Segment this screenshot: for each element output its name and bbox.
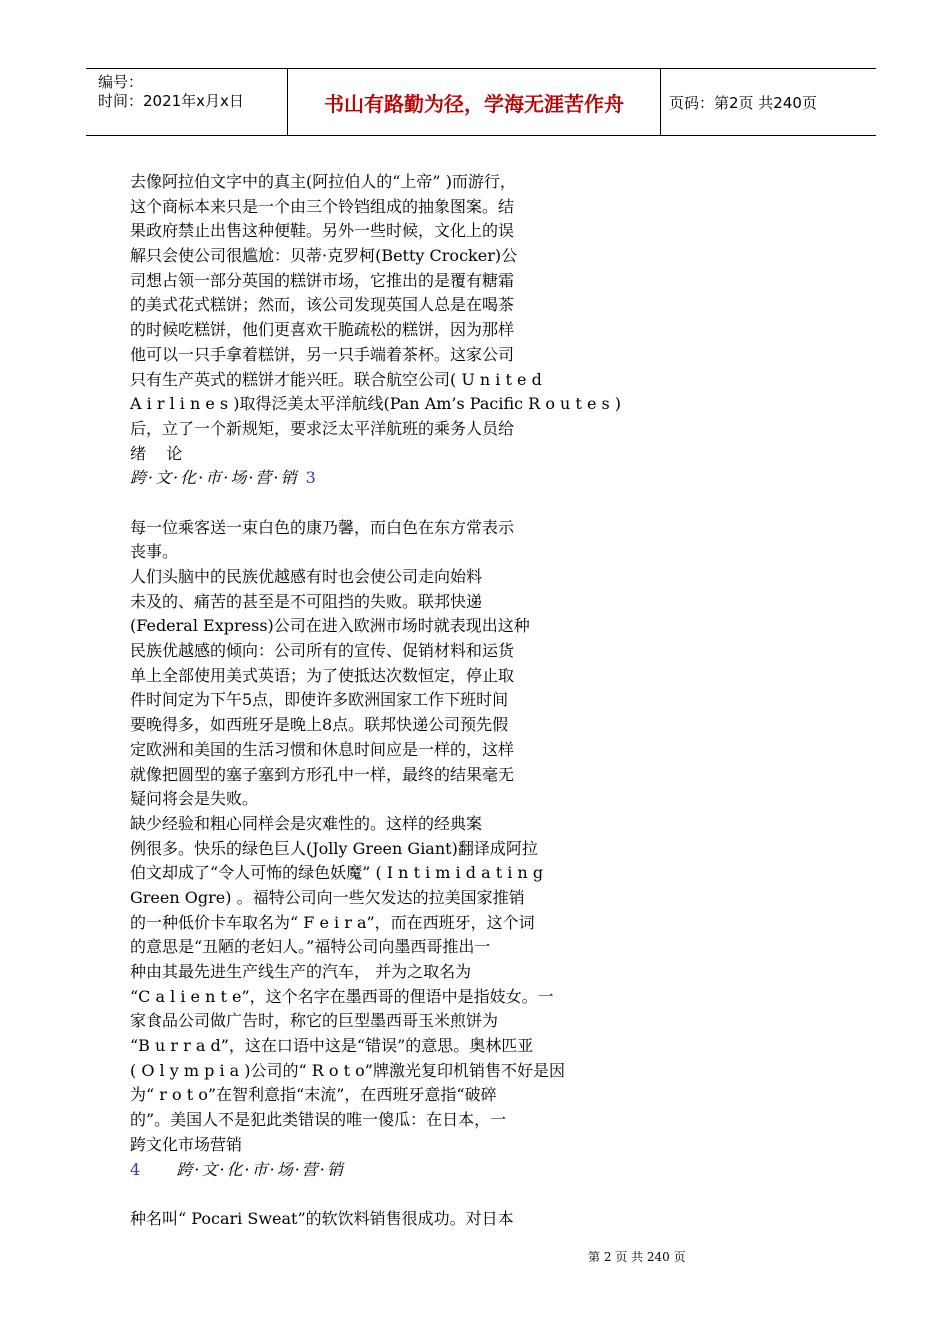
text-line: 解只会使公司很尴尬：贝蒂·克罗柯(Betty Crocker)公: [130, 246, 518, 266]
text-line: A i r l i n e s )取得泛美太平洋航线(Pan Am’s Pacific R o u t e s ): [130, 394, 622, 414]
text-line: (Federal Express)公司在进入欧洲市场时就表现出这种: [130, 616, 530, 636]
text-line: 就像把圆型的塞子塞到方形孔中一样，最终的结果毫无: [130, 764, 515, 784]
text-line: 去像阿拉伯文字中的真主(阿拉伯人的“上帝” )而游行，: [130, 172, 516, 191]
running-header-title: 跨·文·化·市·场·营·销: [130, 468, 299, 488]
text-line: 例很多。快乐的绿色巨人(Jolly Green Giant)翻译成阿拉: [130, 838, 538, 858]
text-line: 件时间定为下午5点，即使许多欧洲国家工作下班时间: [130, 690, 509, 710]
running-header-page-number: 4: [130, 1159, 143, 1179]
blank-line: [130, 491, 820, 516]
date-label: 时间：2021年x月x日: [98, 92, 244, 110]
text-line: Green Ogre) 。福特公司向一些欠发达的拉美国家推销: [130, 887, 525, 907]
text-line: 单上全部使用美式英语；为了使抵达次数恒定，停止取: [130, 665, 515, 685]
text-line: “B u r r a d”，这在口语中这是“错误”的意思。奥林匹亚: [130, 1036, 534, 1056]
page-footer: 第 2 页 共 240 页: [588, 1250, 686, 1264]
page-header: [86, 68, 876, 136]
text-line: 的一种低价卡车取名为“ F e i r a”，而在西班牙，这个词: [130, 912, 535, 932]
running-header-1: [130, 466, 820, 491]
text-line: “C a l i e n t e”，这个名字在墨西哥的俚语中是指妓女。一: [130, 986, 554, 1006]
text-line: 的”。美国人不是犯此类错误的唯一傻瓜：在日本，一: [130, 1110, 507, 1130]
text-line: 果政府禁止出售这种便鞋。另外一些时候，文化上的误: [130, 221, 515, 241]
paragraph-block-2: [130, 516, 820, 1158]
text-line: ( O l y m p i a )公司的“ R o t o”牌激光复印机销售不好是因: [130, 1060, 565, 1080]
text-line: 每一位乘客送一束白色的康乃馨，而白色在东方常表示: [130, 517, 515, 537]
header-motto: 书山有路勤为径，学海无涯苦作舟: [288, 69, 661, 135]
text-line: 民族优越感的倾向：公司所有的宣传、促销材料和运货: [130, 641, 515, 661]
text-line: 的时候吃糕饼，他们更喜欢干脆疏松的糕饼，因为那样: [130, 320, 515, 340]
document-body: [130, 170, 820, 1232]
text-line: 未及的、痛苦的甚至是不可阻挡的失败。联邦快递: [130, 591, 483, 611]
text-line: 伯文却成了“令人可怖的绿色妖魔” ( I n t i m i d a t i n g: [130, 863, 544, 883]
text-line: 种名叫“ Pocari Sweat”的软饮料销售很成功。对日本: [130, 1208, 514, 1228]
text-line: 种由其最先进生产线生产的汽车， 并为之取名为: [130, 962, 472, 981]
text-line: 的美式花式糕饼；然而，该公司发现英国人总是在喝茶: [130, 295, 515, 315]
running-header-2: [130, 1158, 820, 1183]
code-label: 编号：: [98, 73, 144, 91]
text-line: 的意思是“丑陋的老妇人。”福特公司向墨西哥推出一: [130, 937, 491, 957]
text-line: 跨文化市场营销: [130, 1134, 243, 1154]
text-line: 后，立了一个新规矩，要求泛太平洋航班的乘务人员给: [130, 418, 515, 438]
text-line: 只有生产英式的糕饼才能兴旺。联合航空公司( U n i t e d: [130, 369, 542, 389]
header-page-info: 页码：第2页 共240页: [669, 93, 817, 112]
paragraph-block-3: [130, 1207, 820, 1232]
paragraph-block-1: [130, 170, 820, 466]
running-header-title: 跨·文·化·市·场·营·销: [176, 1159, 345, 1179]
text-line: 定欧洲和美国的生活习惯和休息时间应是一样的，这样: [130, 739, 515, 759]
text-line: 为“ r o t o”在智利意指“末流”，在西班牙意指“破碎: [130, 1085, 497, 1105]
text-line: 疑问将会是失败。: [130, 789, 259, 809]
text-line: 绪 论: [130, 443, 183, 463]
text-line: 司想占领一部分英国的糕饼市场，它推出的是覆有糖霜: [130, 270, 515, 290]
text-line: 要晚得多，如西班牙是晚上8点。联邦快递公司预先假: [130, 715, 509, 735]
text-line: 这个商标本来只是一个由三个铃铛组成的抽象图案。结: [130, 196, 515, 216]
running-header-page-number: 3: [305, 468, 318, 488]
text-line: 他可以一只手拿着糕饼，另一只手端着茶杯。这家公司: [130, 344, 515, 364]
text-line: 家食品公司做广告时，称它的巨型墨西哥玉米煎饼为: [130, 1011, 499, 1031]
header-meta: [86, 69, 288, 135]
text-line: 缺少经验和粗心同样会是灾难性的。这样的经典案: [130, 813, 483, 833]
blank-line: [130, 1182, 820, 1207]
text-line: 丧事。: [130, 542, 179, 562]
text-line: 人们头脑中的民族优越感有时也会使公司走向始料: [130, 567, 483, 586]
